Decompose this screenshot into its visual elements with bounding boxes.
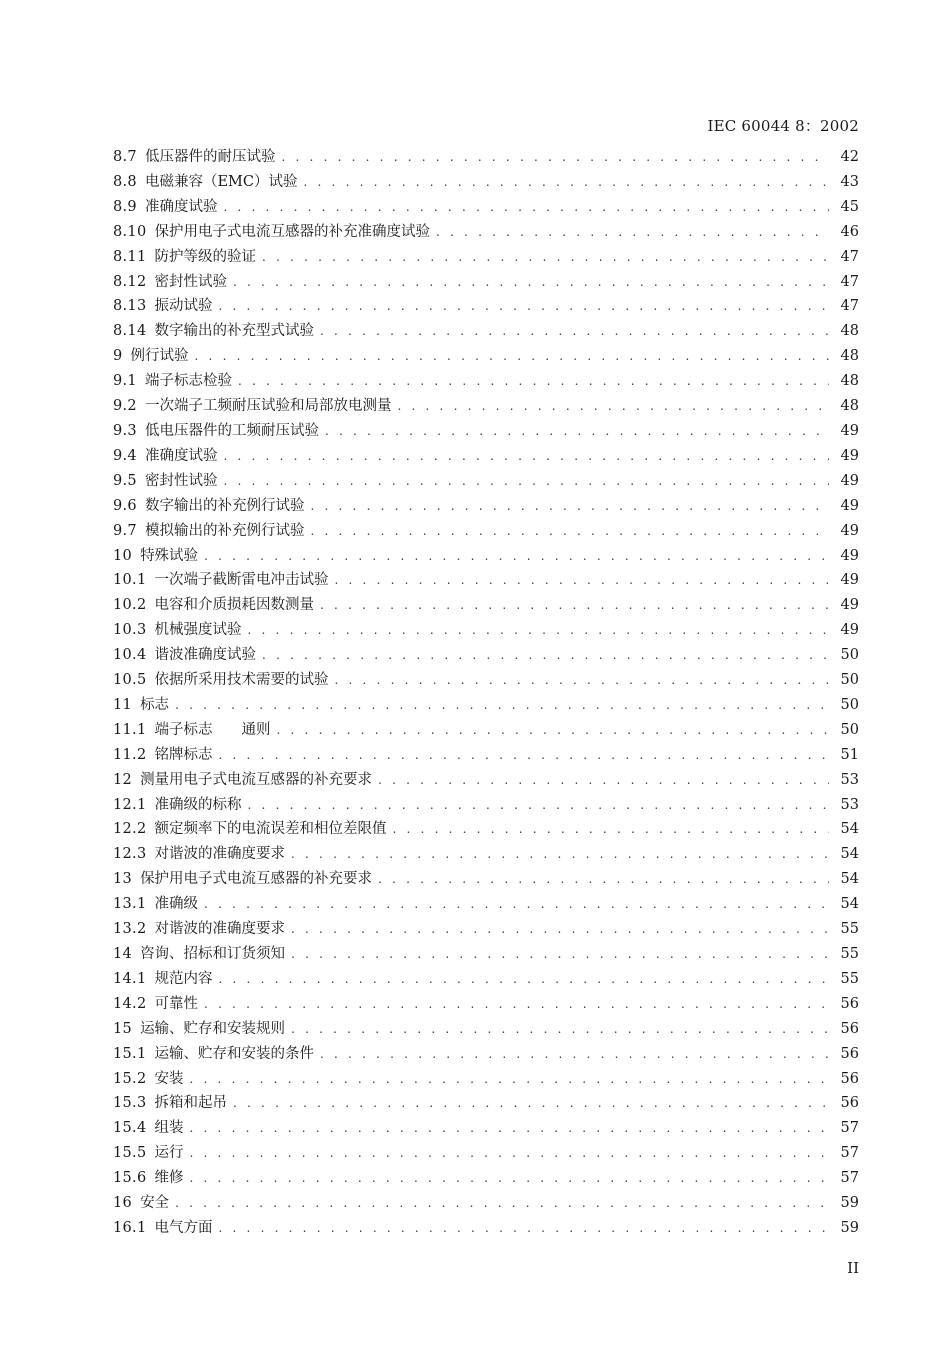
toc-entry-title: 维修 bbox=[154, 1170, 184, 1187]
toc-entry-title: 特殊试验 bbox=[140, 547, 199, 564]
toc-dot-leader bbox=[233, 270, 829, 295]
toc-entry-number: 9.5 bbox=[113, 472, 137, 489]
toc-entry-number: 8.10 bbox=[113, 223, 147, 240]
toc-entry-title: 准确度试验 bbox=[144, 198, 218, 215]
toc-entry-title: 端子标志 通则 bbox=[154, 721, 271, 738]
toc-entry-number: 12 bbox=[113, 771, 133, 788]
toc-dot-leader bbox=[223, 444, 829, 469]
toc-entry-number: 15.2 bbox=[113, 1070, 147, 1087]
toc-entry-title: 测量用电子式电流互感器的补充要求 bbox=[140, 771, 373, 788]
toc-dot-leader bbox=[190, 1166, 830, 1191]
toc-entry-title: 机械强度试验 bbox=[154, 622, 242, 639]
toc-entry[interactable] bbox=[113, 817, 859, 842]
toc-entry-page: 56 bbox=[840, 1070, 859, 1087]
page-number-footer: II bbox=[847, 1259, 859, 1277]
toc-entry-title: 模拟输出的补充例行试验 bbox=[144, 522, 305, 539]
toc-entry[interactable] bbox=[113, 195, 859, 220]
toc-entry-page: 53 bbox=[840, 796, 859, 813]
toc-entry-page: 50 bbox=[840, 721, 859, 738]
toc-entry-title: 对谐波的准确度要求 bbox=[154, 921, 285, 938]
toc-entry-title: 保护用电子式电流互感器的补充准确度试验 bbox=[154, 223, 430, 240]
toc-entry-page: 59 bbox=[840, 1195, 859, 1212]
toc-entry-page: 55 bbox=[840, 946, 859, 962]
toc-dot-leader bbox=[281, 145, 829, 170]
toc-entry-title: 铭牌标志 bbox=[154, 746, 213, 763]
toc-entry-page: 48 bbox=[840, 348, 859, 365]
toc-entry-page: 50 bbox=[840, 696, 859, 713]
toc-entry-page: 54 bbox=[840, 846, 859, 863]
toc-entry-number: 8.8 bbox=[113, 173, 137, 190]
toc-entry-number: 12.3 bbox=[113, 846, 147, 863]
toc-dot-leader bbox=[277, 718, 830, 743]
toc-entry-title: 安全 bbox=[140, 1195, 170, 1212]
toc-entry-title: 组装 bbox=[154, 1120, 184, 1137]
toc-entry-page: 49 bbox=[840, 422, 859, 439]
toc-entry[interactable] bbox=[113, 992, 859, 1017]
toc-entry-number: 14 bbox=[113, 946, 133, 962]
toc-dot-leader bbox=[397, 394, 829, 419]
toc-dot-leader bbox=[248, 793, 830, 818]
toc-dot-leader bbox=[175, 693, 829, 718]
toc-entry-title: 密封性试验 bbox=[144, 472, 218, 489]
toc-entry[interactable] bbox=[113, 1017, 859, 1042]
toc-dot-leader bbox=[304, 170, 830, 195]
toc-entry-page: 47 bbox=[840, 273, 859, 290]
toc-entry[interactable] bbox=[113, 544, 859, 569]
toc-entry-number: 8.11 bbox=[113, 248, 147, 265]
toc-entry-number: 8.12 bbox=[113, 273, 147, 290]
toc-entry-title: 准确级 bbox=[154, 896, 198, 913]
toc-dot-leader bbox=[291, 1017, 829, 1042]
toc-entry-page: 56 bbox=[840, 995, 859, 1012]
toc-dot-leader bbox=[175, 1191, 829, 1216]
toc-entry-number: 9.6 bbox=[113, 497, 137, 514]
toc-entry-title: 低电压器件的工频耐压试验 bbox=[144, 422, 319, 439]
toc-dot-leader bbox=[219, 1216, 830, 1241]
toc-entry[interactable] bbox=[113, 867, 859, 892]
toc-entry-number: 9 bbox=[113, 348, 123, 365]
toc-entry-number: 14.1 bbox=[113, 970, 147, 987]
toc-dot-leader bbox=[310, 494, 829, 519]
toc-dot-leader bbox=[320, 1042, 829, 1067]
toc-entry-number: 11.2 bbox=[113, 746, 147, 763]
toc-entry[interactable] bbox=[113, 1042, 859, 1067]
toc-entry-title: 一次端子截断雷电冲击试验 bbox=[154, 572, 329, 589]
toc-entry-title: 电磁兼容（EMC）试验 bbox=[144, 173, 298, 190]
toc-dot-leader bbox=[320, 319, 829, 344]
toc-entry[interactable] bbox=[113, 917, 859, 942]
toc-entry[interactable] bbox=[113, 842, 859, 867]
toc-dot-leader bbox=[219, 967, 830, 992]
toc-entry-number: 11 bbox=[113, 696, 133, 713]
toc-entry[interactable] bbox=[113, 618, 859, 643]
toc-entry-page: 55 bbox=[840, 921, 859, 938]
toc-entry-number: 9.4 bbox=[113, 447, 137, 464]
toc-entry-number: 15.6 bbox=[113, 1170, 147, 1187]
toc-entry-page: 57 bbox=[840, 1170, 859, 1187]
toc-dot-leader bbox=[291, 942, 829, 967]
toc-entry-title: 电气方面 bbox=[154, 1219, 213, 1236]
toc-entry-number: 10.5 bbox=[113, 672, 147, 689]
toc-dot-leader bbox=[238, 369, 829, 394]
toc-dot-leader bbox=[335, 668, 830, 693]
toc-entry-title: 一次端子工频耐压试验和局部放电测量 bbox=[144, 398, 392, 415]
toc-entry[interactable] bbox=[113, 892, 859, 917]
toc-entry[interactable] bbox=[113, 643, 859, 668]
toc-entry-number: 12.2 bbox=[113, 821, 147, 838]
toc-entry[interactable] bbox=[113, 1116, 859, 1141]
toc-entry[interactable] bbox=[113, 668, 859, 693]
toc-entry-page: 56 bbox=[840, 1020, 859, 1037]
toc-dot-leader bbox=[195, 344, 829, 369]
toc-entry[interactable] bbox=[113, 793, 859, 818]
toc-entry[interactable] bbox=[113, 519, 859, 544]
toc-entry-number: 8.7 bbox=[113, 149, 137, 165]
toc-entry-page: 49 bbox=[840, 547, 859, 564]
toc-dot-leader bbox=[204, 544, 829, 569]
toc-entry-title: 安装 bbox=[154, 1070, 184, 1087]
toc-entry-number: 15.1 bbox=[113, 1045, 147, 1062]
toc-entry-title: 运输、贮存和安装的条件 bbox=[154, 1045, 314, 1062]
toc-dot-leader bbox=[219, 743, 830, 768]
toc-dot-leader bbox=[320, 593, 829, 618]
toc-entry-page: 49 bbox=[840, 522, 859, 539]
toc-dot-leader bbox=[248, 618, 830, 643]
toc-entry-page: 57 bbox=[840, 1120, 859, 1137]
toc-entry-title: 拆箱和起吊 bbox=[154, 1095, 227, 1112]
toc-entry[interactable] bbox=[113, 145, 859, 170]
toc-entry[interactable] bbox=[113, 319, 859, 344]
toc-entry-page: 57 bbox=[840, 1145, 859, 1162]
toc-entry[interactable] bbox=[113, 220, 859, 245]
toc-entry-number: 9.3 bbox=[113, 422, 137, 439]
toc-dot-leader bbox=[219, 294, 830, 319]
toc-dot-leader bbox=[335, 568, 830, 593]
toc-entry-page: 47 bbox=[840, 298, 859, 315]
toc-entry-title: 运输、贮存和安装规则 bbox=[140, 1020, 286, 1037]
toc-entry-title: 准确度试验 bbox=[144, 447, 218, 464]
toc-entry-page: 54 bbox=[840, 821, 859, 838]
toc-entry[interactable] bbox=[113, 718, 859, 743]
toc-entry-title: 数字输出的补充型式试验 bbox=[154, 323, 314, 340]
toc-entry[interactable] bbox=[113, 344, 859, 369]
toc-entry-number: 8.13 bbox=[113, 298, 147, 315]
toc-entry-title: 防护等级的验证 bbox=[154, 248, 256, 265]
toc-entry[interactable] bbox=[113, 444, 859, 469]
toc-entry[interactable] bbox=[113, 942, 859, 967]
toc-entry-title: 依据所采用技术需要的试验 bbox=[154, 672, 329, 689]
toc-entry[interactable] bbox=[113, 967, 859, 992]
toc-entry[interactable] bbox=[113, 568, 859, 593]
toc-entry-title: 咨询、招标和订货须知 bbox=[140, 946, 286, 962]
toc-dot-leader bbox=[291, 917, 829, 942]
toc-entry-page: 49 bbox=[840, 572, 859, 589]
toc-dot-leader bbox=[190, 1116, 830, 1141]
toc-entry-title: 数字输出的补充例行试验 bbox=[144, 497, 305, 514]
toc-entry[interactable] bbox=[113, 369, 859, 394]
toc-entry-page: 48 bbox=[840, 373, 859, 390]
toc-entry-number: 16 bbox=[113, 1195, 133, 1212]
toc-entry-page: 49 bbox=[840, 597, 859, 614]
toc-dot-leader bbox=[223, 469, 829, 494]
toc-entry-page: 54 bbox=[840, 896, 859, 913]
toc-entry-title: 运行 bbox=[154, 1145, 184, 1162]
toc-entry[interactable] bbox=[113, 1141, 859, 1166]
toc-entry-page: 54 bbox=[840, 871, 859, 888]
toc-entry-number: 10 bbox=[113, 547, 133, 564]
toc-entry-title: 例行试验 bbox=[130, 348, 189, 365]
toc-entry-number: 13.1 bbox=[113, 896, 147, 913]
toc-entry[interactable] bbox=[113, 469, 859, 494]
toc-entry-page: 48 bbox=[840, 323, 859, 340]
toc-entry-title: 对谐波的准确度要求 bbox=[154, 846, 285, 863]
toc-entry-page: 46 bbox=[840, 223, 859, 240]
toc-entry-number: 15.4 bbox=[113, 1120, 147, 1137]
toc-entry-title: 端子标志检验 bbox=[144, 373, 232, 390]
toc-entry[interactable] bbox=[113, 1216, 859, 1241]
toc-entry-number: 16.1 bbox=[113, 1219, 147, 1236]
toc-entry-number: 8.14 bbox=[113, 323, 147, 340]
toc-dot-leader bbox=[204, 892, 829, 917]
toc-entry-page: 51 bbox=[840, 746, 859, 763]
toc-dot-leader bbox=[325, 419, 829, 444]
toc-entry[interactable] bbox=[113, 170, 859, 195]
toc-entry[interactable] bbox=[113, 394, 859, 419]
toc-dot-leader bbox=[393, 817, 830, 842]
toc-entry-page: 49 bbox=[840, 472, 859, 489]
toc-entry-number: 10.4 bbox=[113, 647, 147, 664]
toc-entry[interactable] bbox=[113, 270, 859, 295]
toc-entry-number: 9.7 bbox=[113, 522, 137, 539]
toc-entry-page: 47 bbox=[840, 248, 859, 265]
toc-entry[interactable] bbox=[113, 1166, 859, 1191]
toc-entry-title: 振动试验 bbox=[154, 298, 213, 315]
toc-entry-title: 额定频率下的电流误差和相位差限值 bbox=[154, 821, 387, 838]
toc-entry-number: 12.1 bbox=[113, 796, 147, 813]
toc-entry-number: 10.2 bbox=[113, 597, 147, 614]
toc-entry[interactable] bbox=[113, 419, 859, 444]
document-id: IEC 60044 8：2002 bbox=[707, 117, 859, 135]
toc-dot-leader bbox=[262, 245, 829, 270]
toc-entry-page: 53 bbox=[840, 771, 859, 788]
toc-entry-page: 55 bbox=[840, 970, 859, 987]
toc-dot-leader bbox=[378, 768, 829, 793]
toc-entry-number: 10.3 bbox=[113, 622, 147, 639]
toc-entry-number: 15.5 bbox=[113, 1145, 147, 1162]
toc-dot-leader bbox=[204, 992, 829, 1017]
toc-entry-number: 11.1 bbox=[113, 721, 147, 738]
toc-entry-number: 8.9 bbox=[113, 198, 137, 215]
toc-entry-page: 56 bbox=[840, 1045, 859, 1062]
toc-entry-title: 标志 bbox=[140, 696, 170, 713]
toc-entry-page: 49 bbox=[840, 622, 859, 639]
toc-entry-number: 9.1 bbox=[113, 373, 137, 390]
toc-dot-leader bbox=[233, 1091, 829, 1116]
toc-entry-page: 49 bbox=[840, 447, 859, 464]
table-of-contents bbox=[113, 145, 859, 1241]
toc-entry[interactable] bbox=[113, 1191, 859, 1216]
toc-entry[interactable] bbox=[113, 1091, 859, 1116]
toc-entry-number: 15.3 bbox=[113, 1095, 147, 1112]
toc-entry-page: 56 bbox=[840, 1095, 859, 1112]
toc-entry[interactable] bbox=[113, 593, 859, 618]
toc-entry[interactable] bbox=[113, 494, 859, 519]
toc-entry-page: 50 bbox=[840, 672, 859, 689]
toc-entry[interactable] bbox=[113, 1067, 859, 1092]
toc-entry-page: 59 bbox=[840, 1219, 859, 1236]
toc-entry-number: 14.2 bbox=[113, 995, 147, 1012]
toc-entry[interactable] bbox=[113, 693, 859, 718]
toc-entry-title: 规范内容 bbox=[154, 970, 213, 987]
toc-dot-leader bbox=[436, 220, 829, 245]
toc-entry[interactable] bbox=[113, 768, 859, 793]
toc-entry-number: 15 bbox=[113, 1020, 133, 1037]
toc-dot-leader bbox=[190, 1067, 830, 1092]
toc-dot-leader bbox=[310, 519, 829, 544]
toc-entry-number: 13 bbox=[113, 871, 133, 888]
toc-entry-title: 密封性试验 bbox=[154, 273, 227, 290]
toc-entry-number: 9.2 bbox=[113, 398, 137, 415]
toc-entry-page: 49 bbox=[840, 497, 859, 514]
toc-entry-page: 42 bbox=[840, 149, 859, 165]
toc-entry-number: 13.2 bbox=[113, 921, 147, 938]
toc-entry-page: 43 bbox=[840, 173, 859, 190]
toc-entry-title: 可靠性 bbox=[154, 995, 198, 1012]
toc-entry-page: 48 bbox=[840, 398, 859, 415]
toc-entry-number: 10.1 bbox=[113, 572, 147, 589]
toc-dot-leader bbox=[190, 1141, 830, 1166]
toc-dot-leader bbox=[223, 195, 829, 220]
toc-dot-leader bbox=[291, 842, 829, 867]
toc-entry[interactable] bbox=[113, 294, 859, 319]
toc-dot-leader bbox=[262, 643, 829, 668]
toc-entry-title: 保护用电子式电流互感器的补充要求 bbox=[140, 871, 373, 888]
toc-entry-page: 50 bbox=[840, 647, 859, 664]
toc-entry-page: 45 bbox=[840, 198, 859, 215]
toc-entry-title: 谐波准确度试验 bbox=[154, 647, 256, 664]
toc-entry[interactable] bbox=[113, 245, 859, 270]
toc-entry-title: 低压器件的耐压试验 bbox=[144, 149, 276, 165]
toc-entry-title: 准确级的标称 bbox=[154, 796, 242, 813]
toc-dot-leader bbox=[378, 867, 829, 892]
toc-entry-title: 电容和介质损耗因数测量 bbox=[154, 597, 314, 614]
toc-entry[interactable] bbox=[113, 743, 859, 768]
